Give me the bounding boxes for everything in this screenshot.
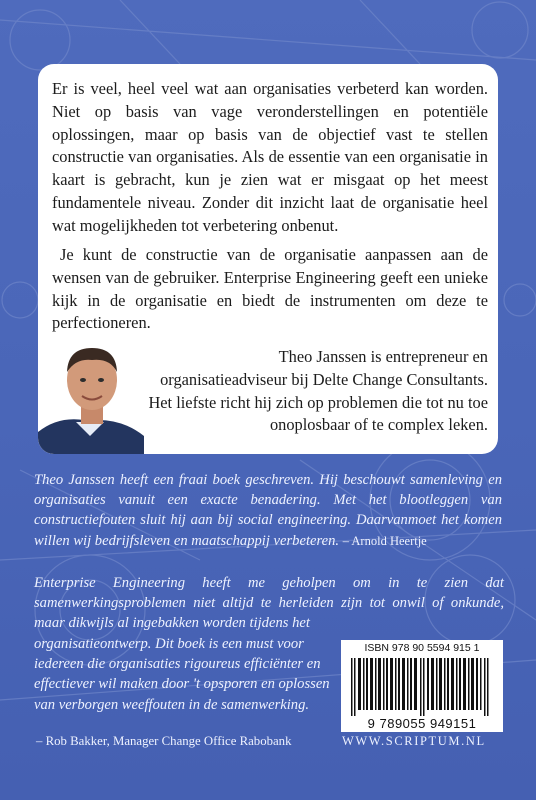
quote-bakker-attribution: – Rob Bakker, Manager Change Office Rabobank [36,734,292,748]
quote-heertje-attribution: – Arnold Heertje [342,533,427,548]
description-card [38,64,498,454]
quote-bakker-top: Enterprise Engineering heeft me geholpen om in te zien dat samenwerkingsproblemen niet altijd te herleiden zijn tot onwil of onkunde, maar dikwijls al ingebakken worden tijdens het [34,575,504,632]
quote-heertje-text: Theo Janssen heeft een fraai boek geschreven. Hij beschouwt samenleving en organisaties vanuit een exacte benadering. Met het blootleggen van constructiefouten sluit hij aan bij social engineering. Daarvanmoet het komen willen wij bedrijfsleven en maatschappij verbeteren. [34,472,502,549]
quote-heertje [34,470,502,551]
author-bio: Theo Janssen is entrepreneur en organisatieadviseur bij Delte Change Consultants. Het liefste richt hij zich op problemen die tot nu toe onoplosbaar of te complex leken. [148,347,488,435]
barcode-bars [351,658,493,716]
barcode-digits: 9 789055 949151 [367,716,477,731]
description-paragraph-1: Er is veel, heel veel wat aan organisaties verbeterd kan worden. Niet op basis van vage veronderstellingen en potentiële oplossingen, maar op basis van de objectief vast te stellen constructie van organisaties. Als de essentie van een organisatie in kaart is gebracht, kun je zien wat er misgaat op het meest fundamentele niveau. Zonder dit inzicht laat de organisatie heel wat mogelijkheden tot verbetering onbenut. [52,79,488,235]
description-paragraph-2: Je kunt de constructie van de organisatie aanpassen aan de wensen van de gebruiker. Enterprise Engineering geeft een unieke kijk in de organisatie en biedt de instrumenten om deze te perfectioneren. [52,245,488,333]
quote-bakker-bottom: organisatieontwerp. Dit boek is een must voor iedereen die organisaties rigoureus efficiënter en effectiever wil maken door 't opsporen en oplossen van verborgen weeffouten in de samenwerking. [34,636,330,713]
isbn-barcode [341,640,503,732]
publisher-website: WWW.SCRIPTUM.NL [342,734,486,748]
author-photo [38,336,144,454]
isbn-number: ISBN 978 90 5594 915 1 [364,642,480,654]
